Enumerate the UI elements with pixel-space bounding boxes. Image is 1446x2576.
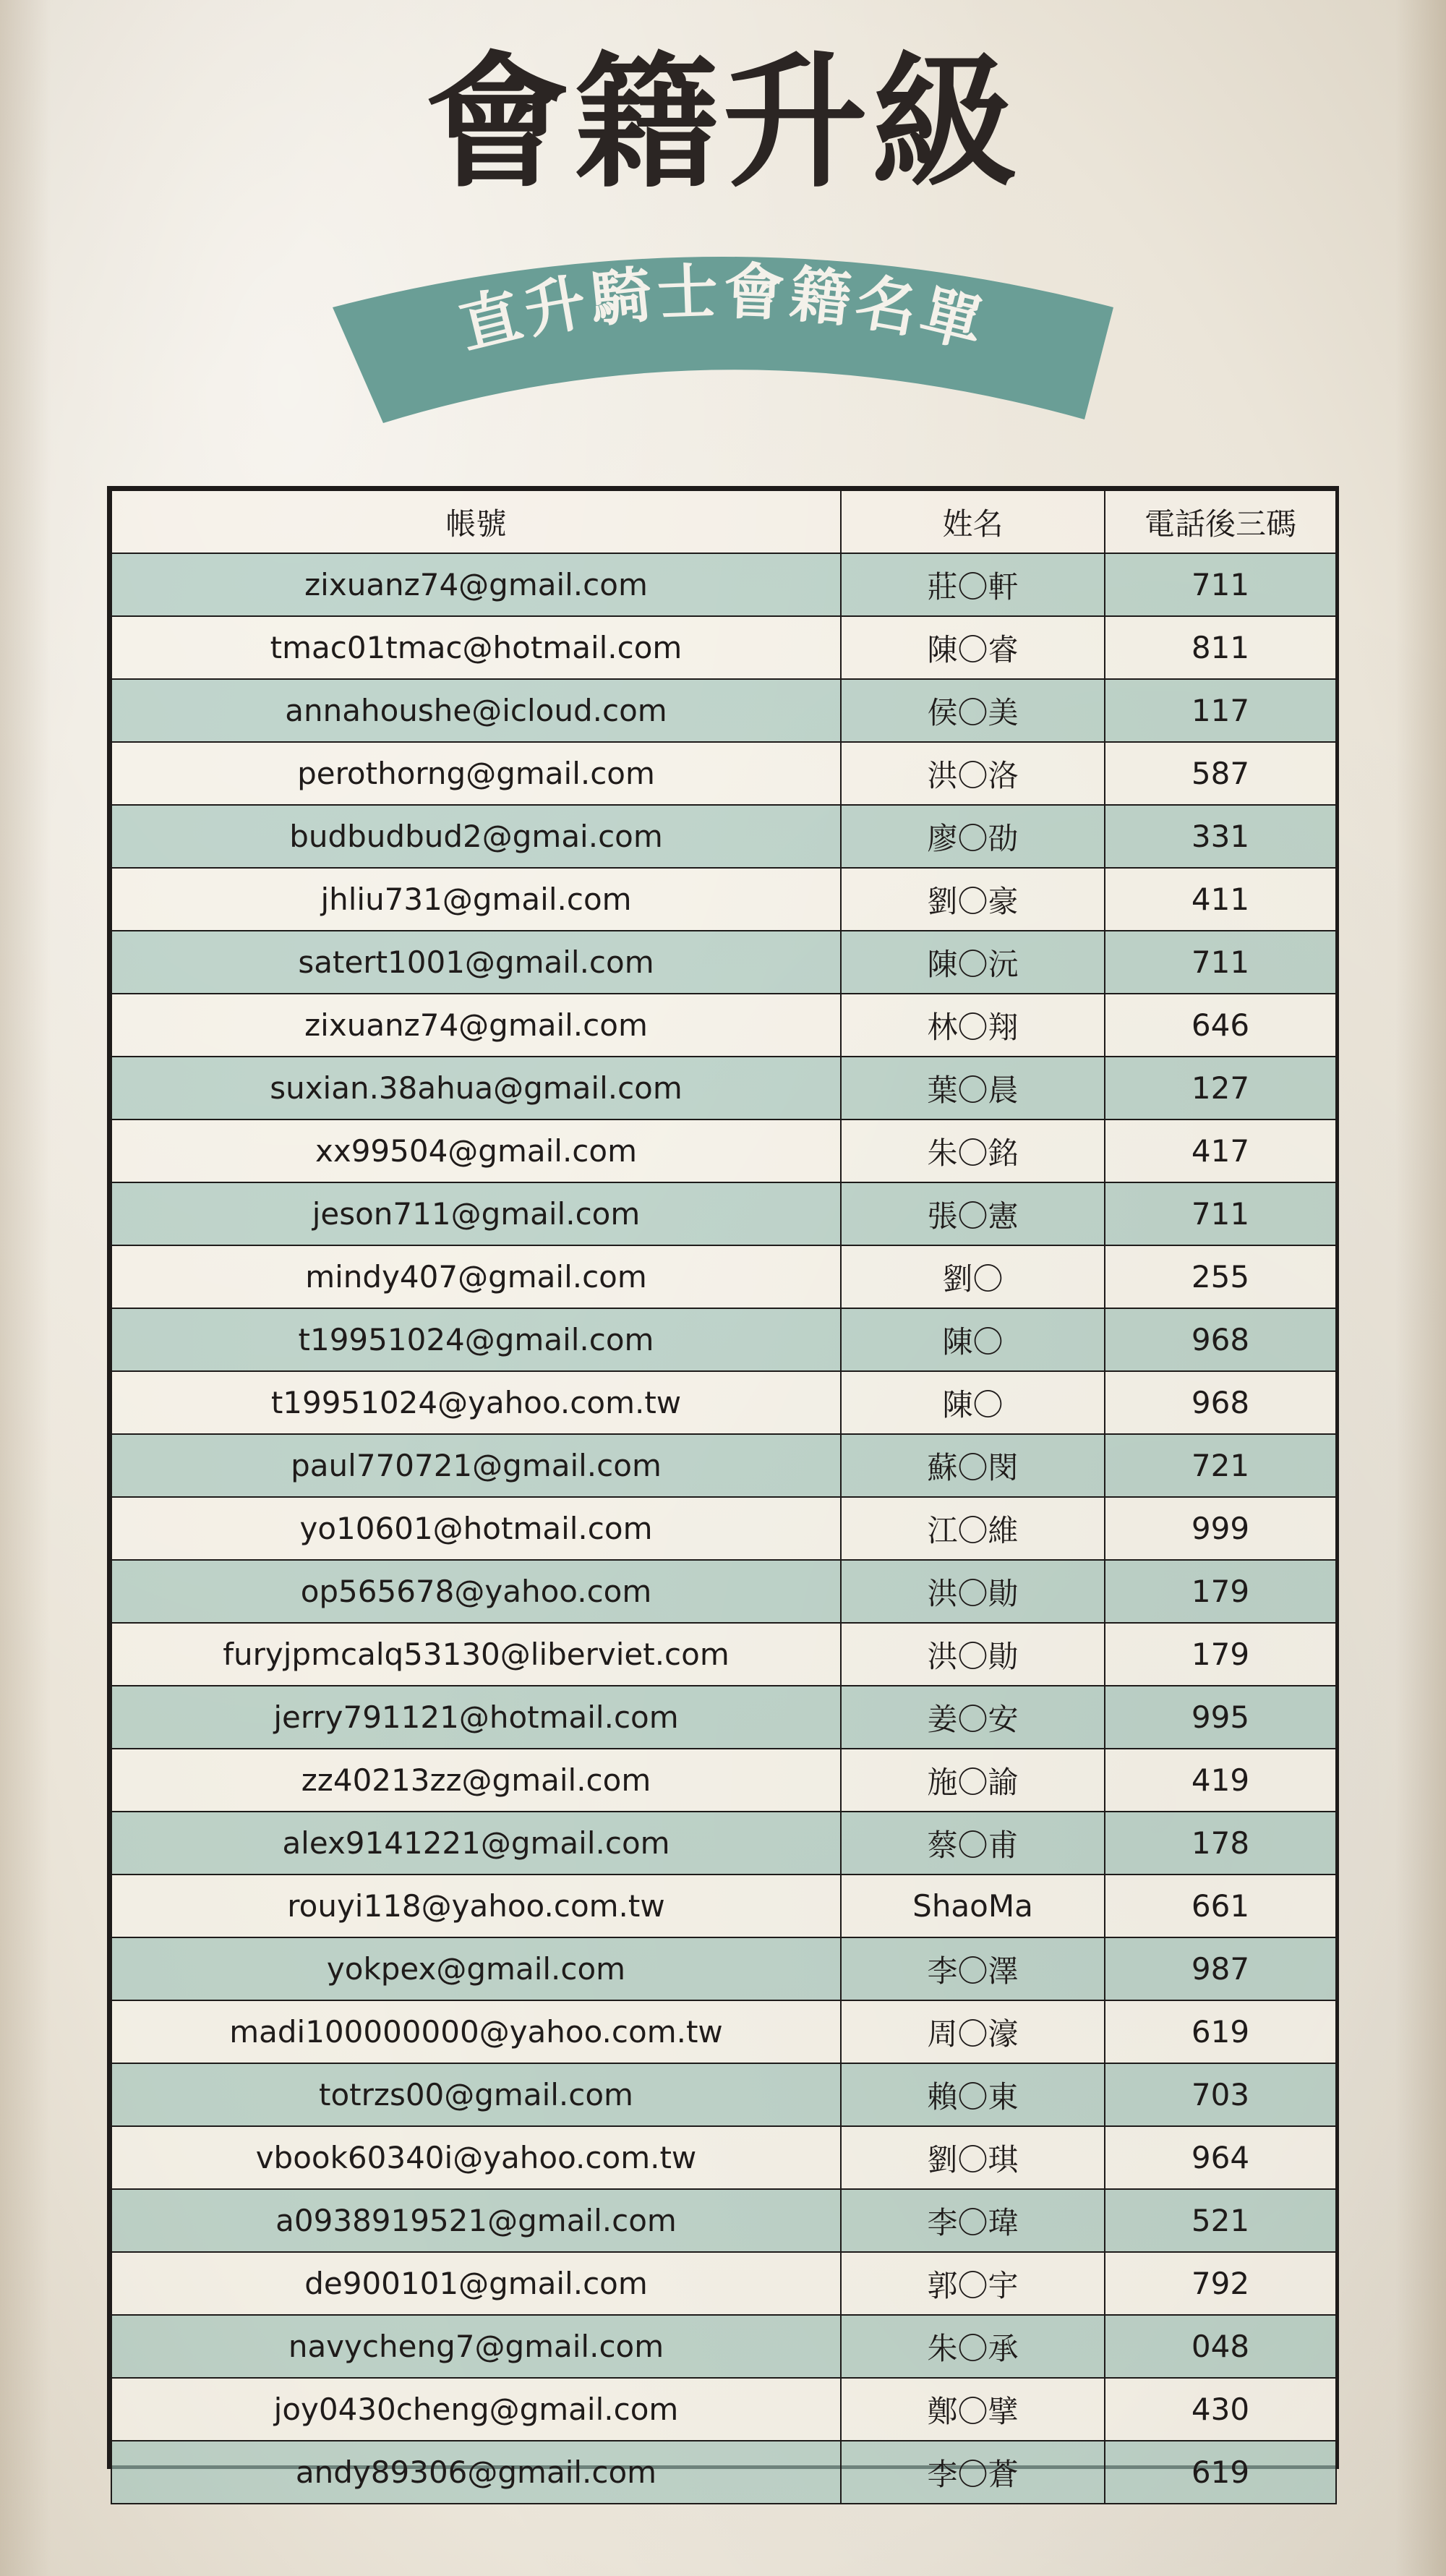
subtitle-banner xyxy=(333,210,1113,427)
member-table-container xyxy=(107,486,1339,2492)
table-body xyxy=(111,553,1336,2504)
cell-phone: 661 xyxy=(1105,1875,1336,1937)
cell-account: vbook60340i@yahoo.com.tw xyxy=(111,2126,841,2189)
cell-phone: 711 xyxy=(1105,553,1336,616)
table-row xyxy=(111,868,1336,931)
cell-account: zz40213zz@gmail.com xyxy=(111,1749,841,1812)
cell-phone: 964 xyxy=(1105,2126,1336,2189)
cell-account: perothorng@gmail.com xyxy=(111,742,841,805)
cell-phone: 411 xyxy=(1105,868,1336,931)
cell-name: 洪〇勛 xyxy=(841,1623,1105,1686)
cell-name: 周〇濠 xyxy=(841,2000,1105,2063)
table-row xyxy=(111,1182,1336,1245)
table-header-row xyxy=(111,490,1336,553)
cell-name: 蔡〇甫 xyxy=(841,1812,1105,1875)
cell-name: 劉〇琪 xyxy=(841,2126,1105,2189)
banner-shape xyxy=(333,257,1113,423)
banner-ribbon xyxy=(333,210,1113,427)
member-table xyxy=(111,490,1337,2504)
cell-name: 李〇瑋 xyxy=(841,2189,1105,2252)
cell-account: t19951024@gmail.com xyxy=(111,1308,841,1371)
paper-edge-right xyxy=(1395,0,1446,2576)
cell-account: satert1001@gmail.com xyxy=(111,931,841,994)
table-row xyxy=(111,1245,1336,1308)
cell-account: jerry791121@hotmail.com xyxy=(111,1686,841,1749)
cell-account: paul770721@gmail.com xyxy=(111,1434,841,1497)
subtitle-text: 直升騎士會籍名單 xyxy=(452,255,994,362)
table-row xyxy=(111,616,1336,679)
cell-phone: 646 xyxy=(1105,994,1336,1057)
cell-phone: 178 xyxy=(1105,1812,1336,1875)
table-row xyxy=(111,2189,1336,2252)
table-row xyxy=(111,2378,1336,2441)
cell-name: 洪〇洛 xyxy=(841,742,1105,805)
cell-account: tmac01tmac@hotmail.com xyxy=(111,616,841,679)
header-account: 帳號 xyxy=(111,490,841,553)
cell-phone: 811 xyxy=(1105,616,1336,679)
cell-account: de900101@gmail.com xyxy=(111,2252,841,2315)
cell-phone: 521 xyxy=(1105,2189,1336,2252)
cell-account: budbudbud2@gmai.com xyxy=(111,805,841,868)
cell-account: madi100000000@yahoo.com.tw xyxy=(111,2000,841,2063)
cell-name: 朱〇承 xyxy=(841,2315,1105,2378)
cell-account: annahoushe@icloud.com xyxy=(111,679,841,742)
cell-account: yo10601@hotmail.com xyxy=(111,1497,841,1560)
cell-name: 江〇維 xyxy=(841,1497,1105,1560)
cell-account: joy0430cheng@gmail.com xyxy=(111,2378,841,2441)
cell-account: jhliu731@gmail.com xyxy=(111,868,841,931)
table-row xyxy=(111,2063,1336,2126)
cell-phone: 127 xyxy=(1105,1057,1336,1119)
table-row xyxy=(111,2252,1336,2315)
cell-account: a0938919521@gmail.com xyxy=(111,2189,841,2252)
cell-account: op565678@yahoo.com xyxy=(111,1560,841,1623)
table-row xyxy=(111,1812,1336,1875)
cell-account: andy89306@gmail.com xyxy=(111,2441,841,2504)
table-row xyxy=(111,994,1336,1057)
cell-name: ShaoMa xyxy=(841,1875,1105,1937)
cell-account: rouyi118@yahoo.com.tw xyxy=(111,1875,841,1937)
cell-account: zixuanz74@gmail.com xyxy=(111,994,841,1057)
cell-phone: 117 xyxy=(1105,679,1336,742)
cell-phone: 179 xyxy=(1105,1560,1336,1623)
cell-name: 林〇翔 xyxy=(841,994,1105,1057)
cell-account: t19951024@yahoo.com.tw xyxy=(111,1371,841,1434)
table-row xyxy=(111,742,1336,805)
cell-phone: 048 xyxy=(1105,2315,1336,2378)
cell-name: 朱〇銘 xyxy=(841,1119,1105,1182)
cell-name: 蘇〇閔 xyxy=(841,1434,1105,1497)
cell-name: 陳〇沅 xyxy=(841,931,1105,994)
cell-name: 洪〇勛 xyxy=(841,1560,1105,1623)
cell-name: 鄭〇擘 xyxy=(841,2378,1105,2441)
cell-account: mindy407@gmail.com xyxy=(111,1245,841,1308)
cell-phone: 703 xyxy=(1105,2063,1336,2126)
table-row xyxy=(111,1686,1336,1749)
cell-name: 陳〇 xyxy=(841,1308,1105,1371)
cell-name: 張〇憲 xyxy=(841,1182,1105,1245)
table-row xyxy=(111,1371,1336,1434)
table-row xyxy=(111,2315,1336,2378)
cell-account: xx99504@gmail.com xyxy=(111,1119,841,1182)
table-row xyxy=(111,1623,1336,1686)
cell-name: 李〇澤 xyxy=(841,1937,1105,2000)
cell-name: 侯〇美 xyxy=(841,679,1105,742)
table-row xyxy=(111,2126,1336,2189)
table-row xyxy=(111,679,1336,742)
cell-account: suxian.38ahua@gmail.com xyxy=(111,1057,841,1119)
cell-phone: 792 xyxy=(1105,2252,1336,2315)
table-row xyxy=(111,805,1336,868)
table-row xyxy=(111,2441,1336,2504)
cell-name: 廖〇劭 xyxy=(841,805,1105,868)
cell-name: 劉〇豪 xyxy=(841,868,1105,931)
cell-name: 葉〇晨 xyxy=(841,1057,1105,1119)
cell-phone: 179 xyxy=(1105,1623,1336,1686)
table-row xyxy=(111,1875,1336,1937)
cell-name: 陳〇 xyxy=(841,1371,1105,1434)
table-row xyxy=(111,1560,1336,1623)
cell-name: 陳〇睿 xyxy=(841,616,1105,679)
table-row xyxy=(111,1749,1336,1812)
cell-phone: 968 xyxy=(1105,1308,1336,1371)
cell-name: 賴〇東 xyxy=(841,2063,1105,2126)
cell-name: 郭〇宇 xyxy=(841,2252,1105,2315)
cell-phone: 255 xyxy=(1105,1245,1336,1308)
cell-phone: 721 xyxy=(1105,1434,1336,1497)
table-row xyxy=(111,2000,1336,2063)
cell-phone: 419 xyxy=(1105,1749,1336,1812)
table-row xyxy=(111,1308,1336,1371)
cell-account: navycheng7@gmail.com xyxy=(111,2315,841,2378)
cell-phone: 995 xyxy=(1105,1686,1336,1749)
table-row xyxy=(111,1119,1336,1182)
cell-phone: 711 xyxy=(1105,931,1336,994)
header-phone: 電話後三碼 xyxy=(1105,490,1336,553)
page-title: 會籍升級 xyxy=(424,38,1021,208)
table-row xyxy=(111,1497,1336,1560)
cell-name: 劉〇 xyxy=(841,1245,1105,1308)
paper-edge-left xyxy=(0,0,51,2576)
cell-phone: 417 xyxy=(1105,1119,1336,1182)
cell-phone: 711 xyxy=(1105,1182,1336,1245)
table-row xyxy=(111,931,1336,994)
cell-phone: 987 xyxy=(1105,1937,1336,2000)
cell-phone: 619 xyxy=(1105,2441,1336,2504)
table-row xyxy=(111,1057,1336,1119)
table-row xyxy=(111,553,1336,616)
cell-account: alex9141221@gmail.com xyxy=(111,1812,841,1875)
table-row xyxy=(111,1937,1336,2000)
table-row xyxy=(111,1434,1336,1497)
cell-account: totrzs00@gmail.com xyxy=(111,2063,841,2126)
cell-phone: 587 xyxy=(1105,742,1336,805)
cell-account: zixuanz74@gmail.com xyxy=(111,553,841,616)
cell-phone: 331 xyxy=(1105,805,1336,868)
cell-name: 施〇諭 xyxy=(841,1749,1105,1812)
cell-phone: 430 xyxy=(1105,2378,1336,2441)
cell-name: 李〇蒼 xyxy=(841,2441,1105,2504)
cell-account: furyjpmcalq53130@liberviet.com xyxy=(111,1623,841,1686)
cell-name: 姜〇安 xyxy=(841,1686,1105,1749)
cell-account: yokpex@gmail.com xyxy=(111,1937,841,2000)
cell-phone: 999 xyxy=(1105,1497,1336,1560)
cell-phone: 619 xyxy=(1105,2000,1336,2063)
header-name: 姓名 xyxy=(841,490,1105,553)
cell-phone: 968 xyxy=(1105,1371,1336,1434)
cell-name: 莊〇軒 xyxy=(841,553,1105,616)
cell-account: jeson711@gmail.com xyxy=(111,1182,841,1245)
